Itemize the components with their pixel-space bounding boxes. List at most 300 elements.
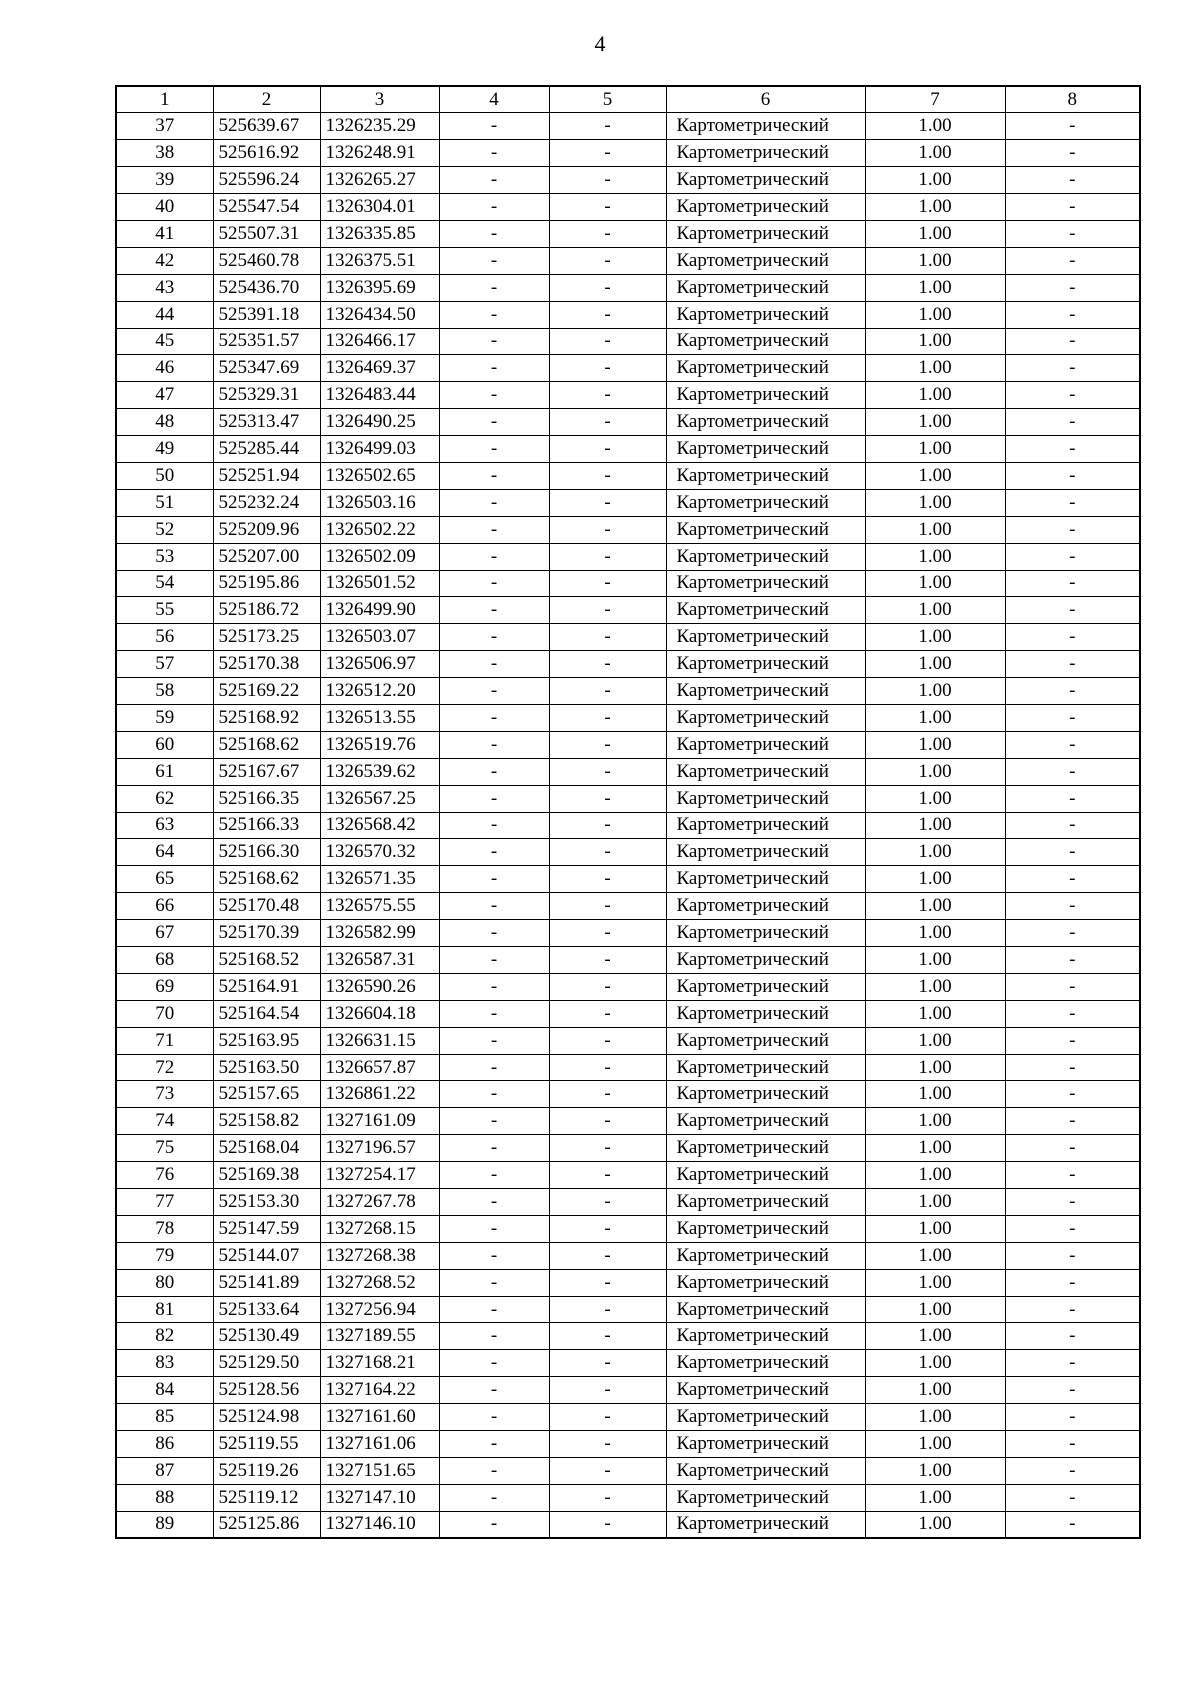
cell-col-4: - bbox=[439, 167, 549, 194]
cell-x-coordinate: 525232.24 bbox=[213, 489, 320, 516]
cell-col-4: - bbox=[439, 1484, 549, 1511]
cell-x-coordinate: 525157.65 bbox=[213, 1081, 320, 1108]
cell-point-number: 85 bbox=[116, 1404, 213, 1431]
cell-precision: 1.00 bbox=[865, 382, 1005, 409]
cell-y-coordinate: 1326539.62 bbox=[320, 758, 439, 785]
cell-col-4: - bbox=[439, 1431, 549, 1458]
cell-col-5: - bbox=[549, 947, 666, 974]
cell-precision: 1.00 bbox=[865, 220, 1005, 247]
column-header-3: 3 bbox=[320, 86, 439, 113]
table-row bbox=[116, 570, 1140, 597]
cell-x-coordinate: 525329.31 bbox=[213, 382, 320, 409]
cell-col-8: - bbox=[1005, 731, 1140, 758]
cell-point-number: 48 bbox=[116, 409, 213, 436]
cell-precision: 1.00 bbox=[865, 1323, 1005, 1350]
cell-y-coordinate: 1326501.52 bbox=[320, 570, 439, 597]
cell-point-number: 60 bbox=[116, 731, 213, 758]
cell-col-4: - bbox=[439, 382, 549, 409]
cell-point-number: 71 bbox=[116, 1027, 213, 1054]
cell-precision: 1.00 bbox=[865, 1484, 1005, 1511]
cell-y-coordinate: 1326248.91 bbox=[320, 140, 439, 167]
cell-point-number: 40 bbox=[116, 194, 213, 221]
cell-col-5: - bbox=[549, 1215, 666, 1242]
cell-col-8: - bbox=[1005, 1431, 1140, 1458]
cell-col-5: - bbox=[549, 704, 666, 731]
table-row bbox=[116, 1457, 1140, 1484]
cell-precision: 1.00 bbox=[865, 651, 1005, 678]
cell-point-number: 83 bbox=[116, 1350, 213, 1377]
cell-method: Картометрический bbox=[666, 1081, 865, 1108]
cell-precision: 1.00 bbox=[865, 1404, 1005, 1431]
cell-method: Картометрический bbox=[666, 1027, 865, 1054]
cell-col-4: - bbox=[439, 866, 549, 893]
cell-x-coordinate: 525119.55 bbox=[213, 1431, 320, 1458]
cell-point-number: 89 bbox=[116, 1511, 213, 1538]
cell-col-5: - bbox=[549, 597, 666, 624]
cell-col-8: - bbox=[1005, 1269, 1140, 1296]
cell-col-5: - bbox=[549, 543, 666, 570]
cell-col-4: - bbox=[439, 1108, 549, 1135]
cell-precision: 1.00 bbox=[865, 1269, 1005, 1296]
cell-col-8: - bbox=[1005, 355, 1140, 382]
cell-col-5: - bbox=[549, 624, 666, 651]
cell-method: Картометрический bbox=[666, 220, 865, 247]
cell-col-5: - bbox=[549, 220, 666, 247]
cell-col-4: - bbox=[439, 301, 549, 328]
cell-y-coordinate: 1327256.94 bbox=[320, 1296, 439, 1323]
cell-col-4: - bbox=[439, 1027, 549, 1054]
cell-point-number: 79 bbox=[116, 1242, 213, 1269]
cell-col-8: - bbox=[1005, 1404, 1140, 1431]
cell-point-number: 42 bbox=[116, 247, 213, 274]
cell-precision: 1.00 bbox=[865, 704, 1005, 731]
cell-precision: 1.00 bbox=[865, 1054, 1005, 1081]
cell-col-5: - bbox=[549, 651, 666, 678]
cell-y-coordinate: 1326375.51 bbox=[320, 247, 439, 274]
cell-precision: 1.00 bbox=[865, 462, 1005, 489]
cell-col-8: - bbox=[1005, 194, 1140, 221]
table-row bbox=[116, 543, 1140, 570]
cell-precision: 1.00 bbox=[865, 1000, 1005, 1027]
cell-x-coordinate: 525167.67 bbox=[213, 758, 320, 785]
cell-col-8: - bbox=[1005, 113, 1140, 140]
cell-point-number: 45 bbox=[116, 328, 213, 355]
cell-col-4: - bbox=[439, 1269, 549, 1296]
table-row bbox=[116, 274, 1140, 301]
cell-method: Картометрический bbox=[666, 543, 865, 570]
cell-point-number: 58 bbox=[116, 678, 213, 705]
cell-precision: 1.00 bbox=[865, 113, 1005, 140]
cell-method: Картометрический bbox=[666, 1404, 865, 1431]
table-row bbox=[116, 624, 1140, 651]
table-row bbox=[116, 893, 1140, 920]
cell-col-8: - bbox=[1005, 812, 1140, 839]
table-row bbox=[116, 731, 1140, 758]
table-row bbox=[116, 1511, 1140, 1538]
cell-point-number: 80 bbox=[116, 1269, 213, 1296]
cell-x-coordinate: 525164.54 bbox=[213, 1000, 320, 1027]
cell-col-8: - bbox=[1005, 1511, 1140, 1538]
cell-col-5: - bbox=[549, 758, 666, 785]
cell-col-4: - bbox=[439, 516, 549, 543]
cell-method: Картометрический bbox=[666, 1215, 865, 1242]
table-row bbox=[116, 1054, 1140, 1081]
table-row bbox=[116, 516, 1140, 543]
cell-col-8: - bbox=[1005, 1215, 1140, 1242]
cell-precision: 1.00 bbox=[865, 1215, 1005, 1242]
cell-precision: 1.00 bbox=[865, 973, 1005, 1000]
cell-y-coordinate: 1326469.37 bbox=[320, 355, 439, 382]
cell-col-8: - bbox=[1005, 436, 1140, 463]
cell-col-4: - bbox=[439, 1000, 549, 1027]
cell-precision: 1.00 bbox=[865, 489, 1005, 516]
cell-col-8: - bbox=[1005, 785, 1140, 812]
cell-precision: 1.00 bbox=[865, 1511, 1005, 1538]
cell-point-number: 82 bbox=[116, 1323, 213, 1350]
cell-y-coordinate: 1327151.65 bbox=[320, 1457, 439, 1484]
cell-method: Картометрический bbox=[666, 462, 865, 489]
cell-y-coordinate: 1326235.29 bbox=[320, 113, 439, 140]
cell-col-5: - bbox=[549, 1242, 666, 1269]
cell-point-number: 86 bbox=[116, 1431, 213, 1458]
cell-point-number: 84 bbox=[116, 1377, 213, 1404]
cell-col-4: - bbox=[439, 140, 549, 167]
cell-precision: 1.00 bbox=[865, 543, 1005, 570]
cell-precision: 1.00 bbox=[865, 570, 1005, 597]
cell-col-8: - bbox=[1005, 570, 1140, 597]
table-body bbox=[116, 113, 1140, 1538]
cell-precision: 1.00 bbox=[865, 839, 1005, 866]
cell-col-8: - bbox=[1005, 516, 1140, 543]
cell-col-4: - bbox=[439, 274, 549, 301]
cell-y-coordinate: 1326502.09 bbox=[320, 543, 439, 570]
cell-col-5: - bbox=[549, 1377, 666, 1404]
cell-col-4: - bbox=[439, 462, 549, 489]
cell-y-coordinate: 1326861.22 bbox=[320, 1081, 439, 1108]
cell-y-coordinate: 1326483.44 bbox=[320, 382, 439, 409]
cell-col-4: - bbox=[439, 1511, 549, 1538]
cell-y-coordinate: 1327254.17 bbox=[320, 1162, 439, 1189]
cell-col-5: - bbox=[549, 328, 666, 355]
table-row bbox=[116, 920, 1140, 947]
cell-y-coordinate: 1327146.10 bbox=[320, 1511, 439, 1538]
cell-y-coordinate: 1326502.22 bbox=[320, 516, 439, 543]
cell-y-coordinate: 1327161.06 bbox=[320, 1431, 439, 1458]
cell-col-5: - bbox=[549, 839, 666, 866]
cell-x-coordinate: 525170.38 bbox=[213, 651, 320, 678]
cell-col-4: - bbox=[439, 624, 549, 651]
cell-col-8: - bbox=[1005, 328, 1140, 355]
cell-point-number: 69 bbox=[116, 973, 213, 1000]
table-row bbox=[116, 1081, 1140, 1108]
cell-col-4: - bbox=[439, 194, 549, 221]
cell-y-coordinate: 1326587.31 bbox=[320, 947, 439, 974]
table-row bbox=[116, 1242, 1140, 1269]
cell-col-4: - bbox=[439, 1457, 549, 1484]
cell-x-coordinate: 525170.48 bbox=[213, 893, 320, 920]
table-row bbox=[116, 1323, 1140, 1350]
cell-method: Картометрический bbox=[666, 1511, 865, 1538]
cell-point-number: 81 bbox=[116, 1296, 213, 1323]
cell-y-coordinate: 1327196.57 bbox=[320, 1135, 439, 1162]
cell-point-number: 51 bbox=[116, 489, 213, 516]
cell-col-4: - bbox=[439, 651, 549, 678]
cell-precision: 1.00 bbox=[865, 624, 1005, 651]
cell-x-coordinate: 525313.47 bbox=[213, 409, 320, 436]
cell-col-8: - bbox=[1005, 973, 1140, 1000]
cell-x-coordinate: 525163.95 bbox=[213, 1027, 320, 1054]
cell-col-4: - bbox=[439, 1215, 549, 1242]
cell-x-coordinate: 525168.04 bbox=[213, 1135, 320, 1162]
cell-precision: 1.00 bbox=[865, 167, 1005, 194]
cell-method: Картометрический bbox=[666, 1108, 865, 1135]
cell-point-number: 54 bbox=[116, 570, 213, 597]
cell-col-5: - bbox=[549, 194, 666, 221]
cell-col-4: - bbox=[439, 1404, 549, 1431]
cell-col-8: - bbox=[1005, 947, 1140, 974]
cell-method: Картометрический bbox=[666, 1000, 865, 1027]
cell-precision: 1.00 bbox=[865, 274, 1005, 301]
cell-x-coordinate: 525639.67 bbox=[213, 113, 320, 140]
cell-point-number: 47 bbox=[116, 382, 213, 409]
cell-col-8: - bbox=[1005, 409, 1140, 436]
cell-point-number: 52 bbox=[116, 516, 213, 543]
cell-method: Картометрический bbox=[666, 489, 865, 516]
cell-precision: 1.00 bbox=[865, 409, 1005, 436]
cell-method: Картометрический bbox=[666, 436, 865, 463]
cell-method: Картометрический bbox=[666, 301, 865, 328]
cell-precision: 1.00 bbox=[865, 1162, 1005, 1189]
cell-x-coordinate: 525141.89 bbox=[213, 1269, 320, 1296]
table-row bbox=[116, 1484, 1140, 1511]
cell-method: Картометрический bbox=[666, 1054, 865, 1081]
cell-x-coordinate: 525596.24 bbox=[213, 167, 320, 194]
cell-precision: 1.00 bbox=[865, 1350, 1005, 1377]
cell-method: Картометрический bbox=[666, 1189, 865, 1216]
cell-col-4: - bbox=[439, 973, 549, 1000]
cell-col-5: - bbox=[549, 247, 666, 274]
cell-col-4: - bbox=[439, 597, 549, 624]
cell-col-5: - bbox=[549, 1431, 666, 1458]
cell-col-8: - bbox=[1005, 1350, 1140, 1377]
cell-point-number: 63 bbox=[116, 812, 213, 839]
cell-col-8: - bbox=[1005, 1457, 1140, 1484]
cell-x-coordinate: 525347.69 bbox=[213, 355, 320, 382]
cell-col-8: - bbox=[1005, 1242, 1140, 1269]
cell-col-8: - bbox=[1005, 624, 1140, 651]
cell-y-coordinate: 1326513.55 bbox=[320, 704, 439, 731]
table-row bbox=[116, 382, 1140, 409]
cell-point-number: 67 bbox=[116, 920, 213, 947]
column-header-5: 5 bbox=[549, 86, 666, 113]
cell-method: Картометрический bbox=[666, 597, 865, 624]
cell-y-coordinate: 1326466.17 bbox=[320, 328, 439, 355]
cell-method: Картометрический bbox=[666, 866, 865, 893]
cell-x-coordinate: 525166.30 bbox=[213, 839, 320, 866]
cell-col-8: - bbox=[1005, 1108, 1140, 1135]
cell-x-coordinate: 525164.91 bbox=[213, 973, 320, 1000]
cell-x-coordinate: 525129.50 bbox=[213, 1350, 320, 1377]
cell-col-5: - bbox=[549, 1000, 666, 1027]
cell-x-coordinate: 525251.94 bbox=[213, 462, 320, 489]
cell-y-coordinate: 1326434.50 bbox=[320, 301, 439, 328]
cell-col-8: - bbox=[1005, 1135, 1140, 1162]
page-number: 4 bbox=[594, 31, 606, 56]
cell-precision: 1.00 bbox=[865, 1377, 1005, 1404]
cell-col-4: - bbox=[439, 1350, 549, 1377]
cell-y-coordinate: 1327161.09 bbox=[320, 1108, 439, 1135]
cell-x-coordinate: 525124.98 bbox=[213, 1404, 320, 1431]
cell-point-number: 49 bbox=[116, 436, 213, 463]
table-row bbox=[116, 1027, 1140, 1054]
cell-y-coordinate: 1326499.90 bbox=[320, 597, 439, 624]
cell-col-4: - bbox=[439, 1189, 549, 1216]
table-row bbox=[116, 651, 1140, 678]
cell-col-8: - bbox=[1005, 167, 1140, 194]
cell-col-5: - bbox=[549, 1189, 666, 1216]
cell-precision: 1.00 bbox=[865, 194, 1005, 221]
cell-y-coordinate: 1326657.87 bbox=[320, 1054, 439, 1081]
cell-x-coordinate: 525173.25 bbox=[213, 624, 320, 651]
cell-col-8: - bbox=[1005, 1054, 1140, 1081]
cell-x-coordinate: 525163.50 bbox=[213, 1054, 320, 1081]
column-header-6: 6 bbox=[666, 86, 865, 113]
cell-col-8: - bbox=[1005, 678, 1140, 705]
table-row bbox=[116, 436, 1140, 463]
cell-method: Картометрический bbox=[666, 194, 865, 221]
cell-method: Картометрический bbox=[666, 1484, 865, 1511]
cell-col-4: - bbox=[439, 785, 549, 812]
cell-y-coordinate: 1326571.35 bbox=[320, 866, 439, 893]
cell-method: Картометрический bbox=[666, 140, 865, 167]
cell-col-8: - bbox=[1005, 758, 1140, 785]
table-row bbox=[116, 1350, 1140, 1377]
cell-col-4: - bbox=[439, 678, 549, 705]
table-row bbox=[116, 1296, 1140, 1323]
cell-x-coordinate: 525166.35 bbox=[213, 785, 320, 812]
cell-col-4: - bbox=[439, 704, 549, 731]
cell-precision: 1.00 bbox=[865, 785, 1005, 812]
cell-method: Картометрический bbox=[666, 839, 865, 866]
cell-col-4: - bbox=[439, 812, 549, 839]
cell-x-coordinate: 525195.86 bbox=[213, 570, 320, 597]
cell-col-5: - bbox=[549, 570, 666, 597]
cell-col-8: - bbox=[1005, 1162, 1140, 1189]
cell-col-5: - bbox=[549, 893, 666, 920]
cell-point-number: 41 bbox=[116, 220, 213, 247]
cell-col-5: - bbox=[549, 409, 666, 436]
column-header-1: 1 bbox=[116, 86, 213, 113]
cell-point-number: 78 bbox=[116, 1215, 213, 1242]
cell-x-coordinate: 525168.92 bbox=[213, 704, 320, 731]
cell-method: Картометрический bbox=[666, 704, 865, 731]
cell-col-8: - bbox=[1005, 704, 1140, 731]
cell-method: Картометрический bbox=[666, 382, 865, 409]
cell-point-number: 74 bbox=[116, 1108, 213, 1135]
table-row bbox=[116, 301, 1140, 328]
cell-col-8: - bbox=[1005, 1484, 1140, 1511]
cell-precision: 1.00 bbox=[865, 731, 1005, 758]
cell-x-coordinate: 525153.30 bbox=[213, 1189, 320, 1216]
cell-point-number: 43 bbox=[116, 274, 213, 301]
cell-col-5: - bbox=[549, 167, 666, 194]
cell-col-8: - bbox=[1005, 1377, 1140, 1404]
cell-point-number: 73 bbox=[116, 1081, 213, 1108]
cell-point-number: 68 bbox=[116, 947, 213, 974]
cell-x-coordinate: 525125.86 bbox=[213, 1511, 320, 1538]
table-row bbox=[116, 1000, 1140, 1027]
cell-precision: 1.00 bbox=[865, 758, 1005, 785]
cell-x-coordinate: 525507.31 bbox=[213, 220, 320, 247]
column-header-4: 4 bbox=[439, 86, 549, 113]
cell-precision: 1.00 bbox=[865, 1081, 1005, 1108]
cell-col-4: - bbox=[439, 113, 549, 140]
cell-col-4: - bbox=[439, 893, 549, 920]
cell-col-8: - bbox=[1005, 651, 1140, 678]
cell-precision: 1.00 bbox=[865, 140, 1005, 167]
cell-y-coordinate: 1327268.52 bbox=[320, 1269, 439, 1296]
cell-y-coordinate: 1327268.38 bbox=[320, 1242, 439, 1269]
cell-precision: 1.00 bbox=[865, 1457, 1005, 1484]
table-row bbox=[116, 812, 1140, 839]
cell-col-5: - bbox=[549, 1027, 666, 1054]
cell-y-coordinate: 1326499.03 bbox=[320, 436, 439, 463]
table-row bbox=[116, 839, 1140, 866]
cell-method: Картометрический bbox=[666, 678, 865, 705]
cell-col-4: - bbox=[439, 355, 549, 382]
cell-precision: 1.00 bbox=[865, 812, 1005, 839]
table-row bbox=[116, 1135, 1140, 1162]
cell-y-coordinate: 1326512.20 bbox=[320, 678, 439, 705]
table-row bbox=[116, 1431, 1140, 1458]
cell-method: Картометрический bbox=[666, 812, 865, 839]
cell-point-number: 65 bbox=[116, 866, 213, 893]
cell-col-5: - bbox=[549, 382, 666, 409]
cell-x-coordinate: 525128.56 bbox=[213, 1377, 320, 1404]
cell-x-coordinate: 525169.22 bbox=[213, 678, 320, 705]
cell-method: Картометрический bbox=[666, 274, 865, 301]
cell-y-coordinate: 1327161.60 bbox=[320, 1404, 439, 1431]
cell-col-8: - bbox=[1005, 382, 1140, 409]
cell-method: Картометрический bbox=[666, 785, 865, 812]
cell-precision: 1.00 bbox=[865, 1242, 1005, 1269]
cell-col-5: - bbox=[549, 1269, 666, 1296]
cell-col-8: - bbox=[1005, 1027, 1140, 1054]
cell-col-4: - bbox=[439, 1377, 549, 1404]
cell-col-4: - bbox=[439, 247, 549, 274]
cell-precision: 1.00 bbox=[865, 920, 1005, 947]
cell-y-coordinate: 1327189.55 bbox=[320, 1323, 439, 1350]
cell-col-5: - bbox=[549, 1162, 666, 1189]
cell-col-4: - bbox=[439, 543, 549, 570]
cell-col-5: - bbox=[549, 1350, 666, 1377]
cell-method: Картометрический bbox=[666, 1457, 865, 1484]
cell-x-coordinate: 525351.57 bbox=[213, 328, 320, 355]
cell-col-8: - bbox=[1005, 543, 1140, 570]
cell-col-8: - bbox=[1005, 247, 1140, 274]
cell-col-5: - bbox=[549, 812, 666, 839]
cell-method: Картометрический bbox=[666, 1323, 865, 1350]
cell-y-coordinate: 1326503.07 bbox=[320, 624, 439, 651]
cell-y-coordinate: 1326395.69 bbox=[320, 274, 439, 301]
cell-x-coordinate: 525147.59 bbox=[213, 1215, 320, 1242]
cell-x-coordinate: 525616.92 bbox=[213, 140, 320, 167]
cell-method: Картометрический bbox=[666, 409, 865, 436]
cell-col-4: - bbox=[439, 1081, 549, 1108]
cell-method: Картометрический bbox=[666, 247, 865, 274]
cell-precision: 1.00 bbox=[865, 301, 1005, 328]
cell-col-8: - bbox=[1005, 220, 1140, 247]
